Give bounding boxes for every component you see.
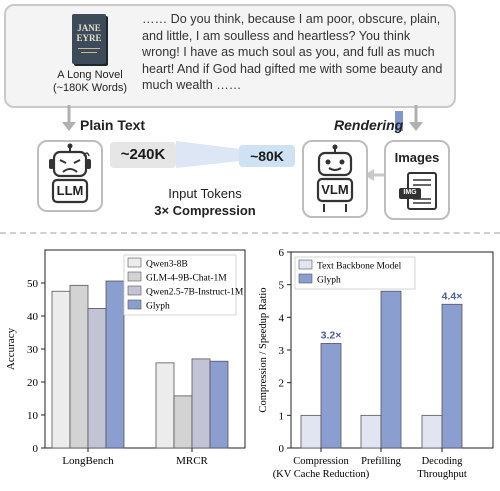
llm-label: LLM (56, 183, 84, 198)
legend-label: Glyph (146, 301, 170, 312)
bar-annotation: 4.4× (441, 290, 463, 303)
y-tick-label: 50 (27, 278, 38, 290)
vlm-box (302, 140, 368, 218)
legend-label: Qwen2.5-7B-Instruct-1M (146, 287, 244, 298)
y-tick-label: 6 (278, 247, 284, 259)
speedup-chart (255, 238, 500, 491)
bar (88, 308, 106, 448)
legend-swatch (128, 286, 141, 295)
image-document-icon (386, 142, 448, 218)
legend-swatch (299, 260, 312, 269)
legend-label: Glyph (317, 275, 341, 286)
vlm-label: VLM (321, 182, 349, 197)
y-tick-label: 0 (278, 443, 284, 455)
y-tick-label: 4 (278, 312, 284, 325)
x-tick-label: MRCR (176, 455, 208, 467)
x-tick-label: Decoding (421, 456, 463, 467)
section-divider (0, 232, 500, 234)
bar (422, 415, 442, 448)
legend-swatch (299, 274, 312, 283)
bar (321, 343, 341, 448)
x-tick-label: (KV Cache Reduction) (272, 469, 370, 480)
plain-text-label: Plain Text (80, 117, 146, 133)
novel-label-line-2: (~180K Words) (52, 82, 128, 94)
y-tick-label: 5 (278, 279, 284, 292)
legend-swatch (128, 272, 141, 281)
y-axis-label: Accuracy (5, 327, 17, 371)
y-tick-label: 10 (27, 410, 38, 422)
bar (301, 415, 321, 448)
images-box (384, 140, 450, 220)
bar (192, 359, 210, 448)
tokens-before-pill: ~240K (110, 142, 176, 168)
robot-icon (304, 142, 366, 216)
legend-label: GLM-4-9B-Chat-1M (146, 273, 227, 284)
plain-text-arrow (62, 105, 76, 131)
legend-label: Text Backbone Model (317, 261, 402, 272)
bar (442, 304, 462, 448)
bar (381, 291, 401, 448)
y-tick-label: 2 (278, 377, 284, 390)
legend-swatch (128, 258, 141, 267)
book-title-line-2: EYRE (76, 33, 102, 43)
token-reduction-arrow (176, 141, 240, 168)
legend-swatch (128, 300, 141, 309)
accuracy-chart (0, 238, 255, 491)
bar (106, 281, 124, 448)
legend-label: Qwen3-8B (146, 259, 188, 270)
bar-annotation: 3.2× (320, 329, 342, 342)
tokens-after-pill: ~80K (239, 145, 295, 167)
x-tick-label: Prefilling (361, 456, 401, 467)
rendering-label: Rendering (334, 117, 404, 133)
bar (210, 361, 228, 448)
novel-excerpt: …… Do you think, because I am poor, obscure, plain, and little, I am soulless and heartless? You think wrong! I have as much soul as you, and full as much heart! And if God had gifted me with some beauty and much wealth …… (142, 12, 443, 92)
llm-box (37, 140, 103, 212)
y-tick-label: 20 (27, 377, 38, 389)
bar (156, 363, 174, 448)
y-tick-label: 40 (27, 311, 38, 323)
x-tick-label: Compression (293, 456, 349, 467)
sad-robot-icon (39, 142, 101, 210)
bar (70, 285, 88, 448)
compression-label: 3× Compression (154, 203, 256, 218)
novel-label-line-1: A Long Novel (57, 69, 123, 81)
bar (361, 415, 381, 448)
bar (174, 396, 192, 448)
images-label: Images (394, 150, 440, 165)
bar (52, 291, 70, 448)
img-tag: IMG (403, 189, 417, 196)
y-tick-label: 1 (278, 410, 284, 423)
y-axis-label: Compression / Speedup Ratio (258, 287, 269, 413)
y-tick-label: 0 (32, 443, 38, 455)
book-title-line-1: JANE (77, 23, 101, 33)
y-tick-label: 3 (278, 345, 284, 357)
y-tick-label: 30 (27, 344, 38, 356)
x-tick-label: LongBench (62, 455, 114, 467)
input-tokens-label: Input Tokens (168, 186, 242, 201)
x-tick-label: Throughput (417, 469, 467, 480)
